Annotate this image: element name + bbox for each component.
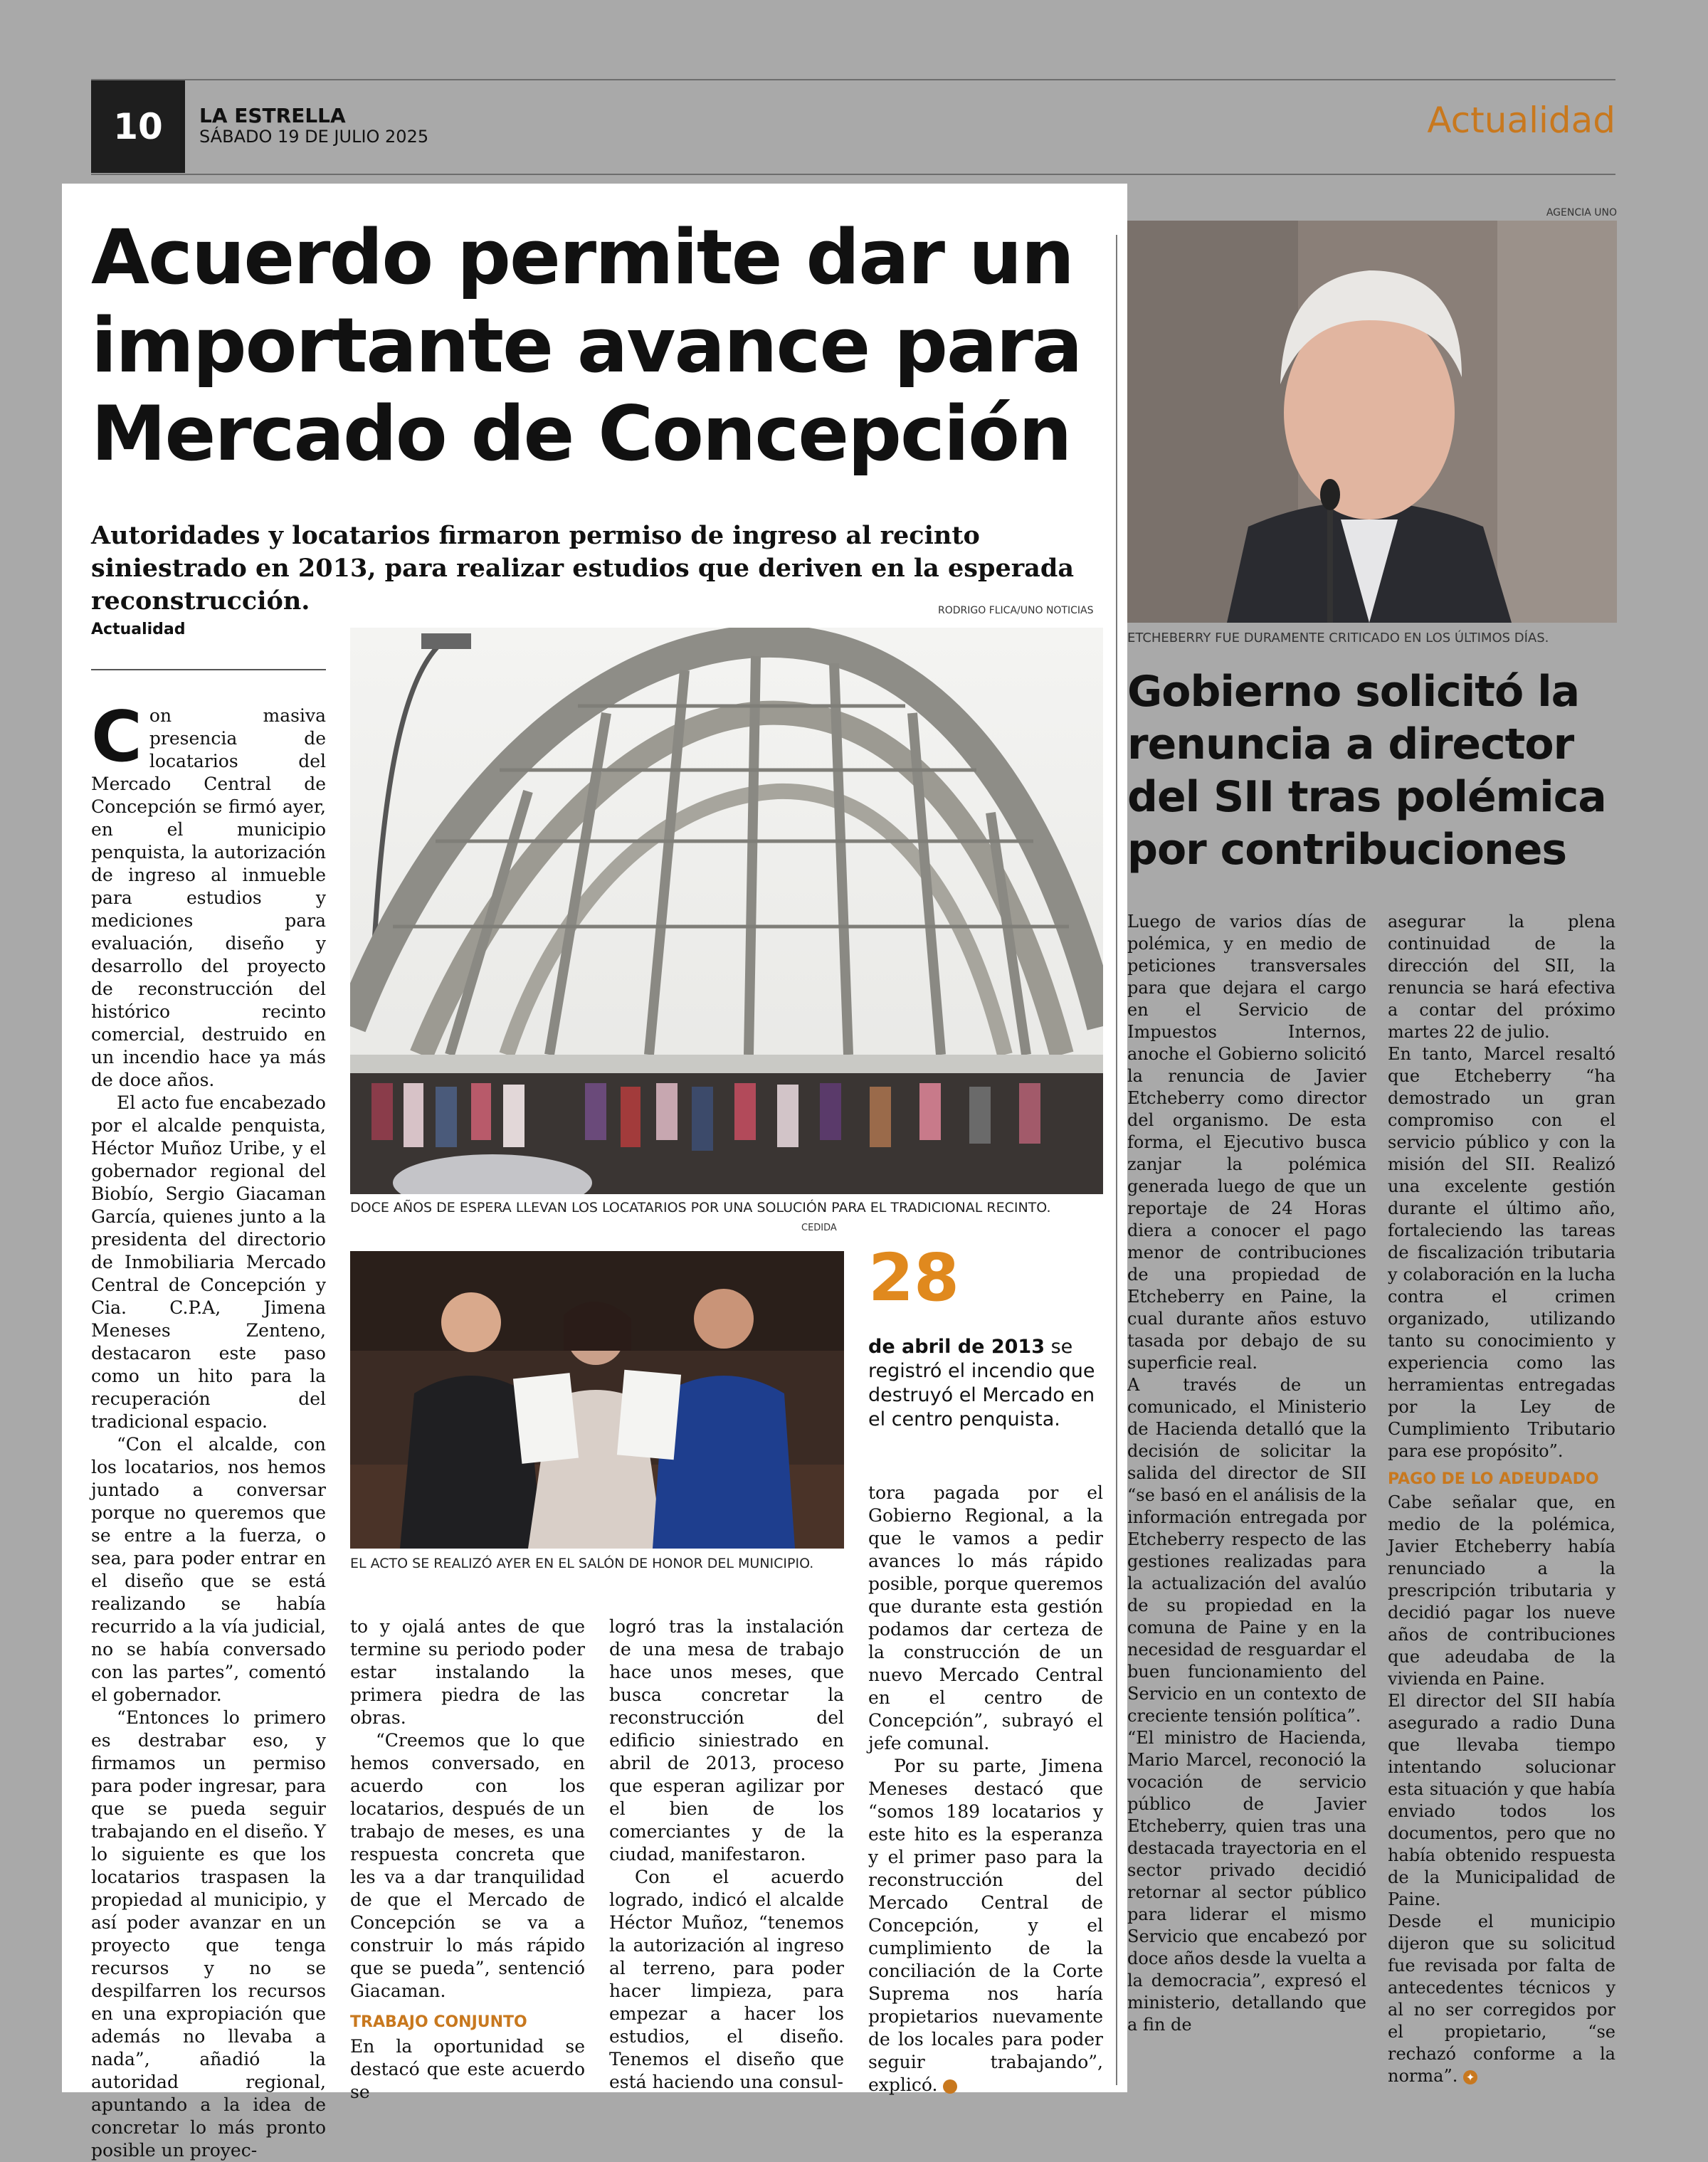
paragraph: to y ojalá antes de que termine su periodo poder estar instalando la primera piedra de las obras. xyxy=(350,1616,585,1728)
fact-rest: se registró el incendio que destruyó el Mercado en el centro penquista. xyxy=(868,1336,1095,1430)
paragraph: El acto fue encabezado por el alcalde penquista, Héctor Muñoz Uribe, y el gobernador regional del Biobío, Sergio Giacaman García, quienes junto a la presidenta del directorio de Inmobiliaria Mercado Central de Concepción y Cia. C.P.A, Jimena Meneses Zenteno, destacaron este paso como un hito para la recuperación del tradicional espacio. xyxy=(91,1092,326,1432)
column-divider xyxy=(1116,235,1117,2085)
header-rule-top xyxy=(91,79,1615,80)
paragraph: Con el acuerdo logrado, indicó el alcalde Héctor Muñoz, “tenemos la autorización al ingreso al terreno, para poder hacer limpieza, para empezar a hacer los estudios, el diseño. Tenemos el diseño que está haciendo una consul- xyxy=(609,1867,844,2092)
paragraph-text: Desde el municipio dijeron que su solicitud fue revisada por falta de antecedentes técnicos y al no ser corregidos por el propietario, “se rechazó conforme a la norma”. xyxy=(1388,1911,1615,2086)
paragraph: asegurar la plena continuidad de la dirección del SII, la renuncia se hará efectiva a contar del próximo martes 22 de julio. xyxy=(1388,912,1615,1042)
end-of-article-icon: ✦ xyxy=(943,2079,957,2094)
body-column-3 xyxy=(609,1615,844,2094)
paragraph: “Con el alcalde, con los locatarios, nos hemos juntado a conversar porque no queremos que se entre a la fuerza, o sea, para poder entrar en el diseño que se está realizando se había recurrido a la vía judicial, no se había conversado con las partes”, comentó el gobernador. xyxy=(91,1434,326,1705)
photo1-caption: DOCE AÑOS DE ESPERA LLEVAN LOS LOCATARIOS POR UNA SOLUCIÓN PARA EL TRADICIONAL RECINTO. xyxy=(350,1200,1051,1216)
paragraph: logró tras la instalación de una mesa de trabajo hace unos meses, que busca concretar la reconstrucción del edificio siniestrado en abril de 2013, proceso que esperan agilizar por el bien de los comerciantes y de la ciudad, manifestaron. xyxy=(609,1616,844,1865)
side-column-2 xyxy=(1388,911,1615,2087)
side-headline: Gobierno solicitó la renuncia a director del SII tras polémica por contribuciones xyxy=(1127,667,1606,875)
side-photo-caption: ETCHEBERRY FUE DURAMENTE CRITICADO EN LOS ÚLTIMOS DÍAS. xyxy=(1127,631,1549,645)
body-column-4 xyxy=(868,1482,1103,2097)
paragraph xyxy=(1388,1911,1615,2087)
paragraph: “Creemos que lo que hemos conversado, en acuerdo con los locatarios, después de un trabajo de meses, es una respuesta concreta que les va a dar tranquilidad de que el Mercado de Concepción se va a construir lo más rápido que se pueda”, sentenció Giacaman. xyxy=(350,1730,585,2001)
paragraph: tora pagada por el Gobierno Regional, a la que le vamos a pedir avances lo más rápido posible, porque queremos que durante esta gestión podamos dar certeza de la construcción de un nuevo Mercado Central en el centro de Concepción”, subrayó el jefe comunal. xyxy=(868,1482,1103,1754)
photo-credit-top: RODRIGO FLICA/UNO NOTICIAS xyxy=(938,605,1094,616)
header-rule-bottom xyxy=(91,174,1615,175)
subhead: TRABAJO CONJUNTO xyxy=(350,2013,527,2031)
paragraph: on masiva presencia de locatarios del Mercado Central de Concepción se firmó ayer, en el municipio penquista, la autorización de ingreso al inmueble para estudios y mediciones para evaluación, diseño y desarrollo del proyecto de reconstrucción del histórico recinto comercial, destruido en un incendio hace ya más de doce años. xyxy=(91,705,326,1090)
side-subhead: PAGO DE LO ADEUDADO xyxy=(1388,1470,1599,1488)
paragraph: “Entonces lo primero es destrabar eso, y firmamos un permiso para poder ingresar, para que se pueda seguir trabajando en el diseño. Y lo siguiente es que los locatarios traspasen la propiedad al municipio, y así poder avanzar en un proyecto que tenga recursos y no se despilfarren los recursos en una expropiación que además no llevaba a nada”, añadió la autoridad regional, apuntando a la idea de concretar lo más pronto posible un proyec- xyxy=(91,1707,326,2161)
photo2-caption: EL ACTO SE REALIZÓ AYER EN EL SALÓN DE HONOR DEL MUNICIPIO. xyxy=(350,1556,814,1571)
main-deck: Autoridades y locatarios firmaron permiso de ingreso al recinto siniestrado en 2013, para realizar estudios que deriven en la esperada reconstrucción. xyxy=(91,521,1075,616)
paragraph: Cabe señalar que, en medio de la polémica, Javier Etcheberry había renunciado a la prescripción tributaria y decidió pagar los nueve años de contribuciones que adeudaba de la vivienda en Paine. xyxy=(1388,1492,1615,1689)
paragraph: El director del SII había asegurado a radio Duna que llevaba tiempo intentando solucionar esta situación y que había enviado todos los documentos, pero que no había obtenido respuesta de la Municipalidad de Paine. xyxy=(1388,1691,1615,1909)
side-column-1 xyxy=(1127,911,1366,2036)
signing-ceremony-photo xyxy=(350,1251,844,1549)
fact-text xyxy=(868,1335,1103,1432)
side-photo-credit: AGENCIA UNO xyxy=(1546,207,1617,218)
photo1-credit: CEDIDA xyxy=(801,1223,837,1233)
newspaper-name: LA ESTRELLA xyxy=(199,104,346,127)
main-headline: Acuerdo permite dar un importante avance para Mercado de Concepción xyxy=(91,213,1082,478)
paragraph-text: Por su parte, Jimena Meneses destacó que “somos 189 locatarios y este hito es la esperanza y el primer paso para la reconstrucción del Mercado Central de Concepción, y el cumplimiento de la conciliación de la Corte Suprema nos haría propietarios nuevamente de los locales para poder seguir trabajando”, explicó. xyxy=(868,1756,1103,2095)
end-of-article-icon: ✦ xyxy=(1463,2070,1477,2084)
paragraph: En tanto, Marcel resaltó que Etcheberry “ha demostrado un gran compromiso con el servicio público y con la misión del SII. Realizó una excelente gestión durante el último año, fortaleciendo las tareas de fiscalización tributaria y colaboración en la lucha contra el crimen organizado, utilizando tanto su conocimiento y experiencia como las herramientas entregadas por la Ley de Cumplimiento Tributario para ese propósito”. xyxy=(1388,1044,1615,1461)
etcheberry-photo xyxy=(1127,221,1617,623)
paragraph: A través de un comunicado, el Ministerio de Hacienda detalló que la decisión de solicitar la salida del director de SII “se basó en el análisis de la información entregada por Etcheberry respecto de las gestiones realizadas para la actualización del avalúo de su propiedad en la comuna de Paine y en la necesidad de resguardar el buen funcionamiento del Servicio en un contexto de creciente tensión política”. xyxy=(1127,1375,1366,1726)
section-tag: Actualidad xyxy=(1427,100,1615,141)
market-ruins-photo xyxy=(350,628,1103,1194)
paragraph: “El ministro de Hacienda, Mario Marcel, reconoció la vocación de servicio público de Javier Etcheberry, quien tras una destacada trayectoria en el sector privado decidió retornar al sector público para liderar el mismo Servicio que encabezó por doce años desde la vuelta a la democracia”, expresó el ministerio, detallando que a fin de xyxy=(1127,1728,1366,2035)
paragraph: Luego de varios días de polémica, y en medio de peticiones transversales para que dejara el cargo en el Servicio de Impuestos Internos, anoche el Gobierno solicitó la renuncia de Javier Etcheberry como director del organismo. De esta forma, el Ejecutivo busca zanjar la polémica generada luego de que un reportaje de 24 Horas diera a conocer el pago menor de contribuciones de una propiedad de Etcheberry en Paine, la cual durante años estuvo tasada por debajo de su superficie real. xyxy=(1127,912,1366,1373)
fact-number: 28 xyxy=(868,1240,960,1316)
body-column-2 xyxy=(350,1615,585,2104)
page-number: 10 xyxy=(91,80,185,173)
body-column-1 xyxy=(91,697,326,2162)
paragraph: En la oportunidad se destacó que este acuerdo se xyxy=(350,2036,585,2102)
paragraph xyxy=(868,1755,1103,2097)
dropcap: C xyxy=(91,697,142,778)
section-rule xyxy=(91,669,326,670)
article-section-label: Actualidad xyxy=(91,621,186,638)
publication-date: SÁBADO 19 DE JULIO 2025 xyxy=(199,127,429,147)
fact-bold: de abril de 2013 xyxy=(868,1336,1045,1358)
